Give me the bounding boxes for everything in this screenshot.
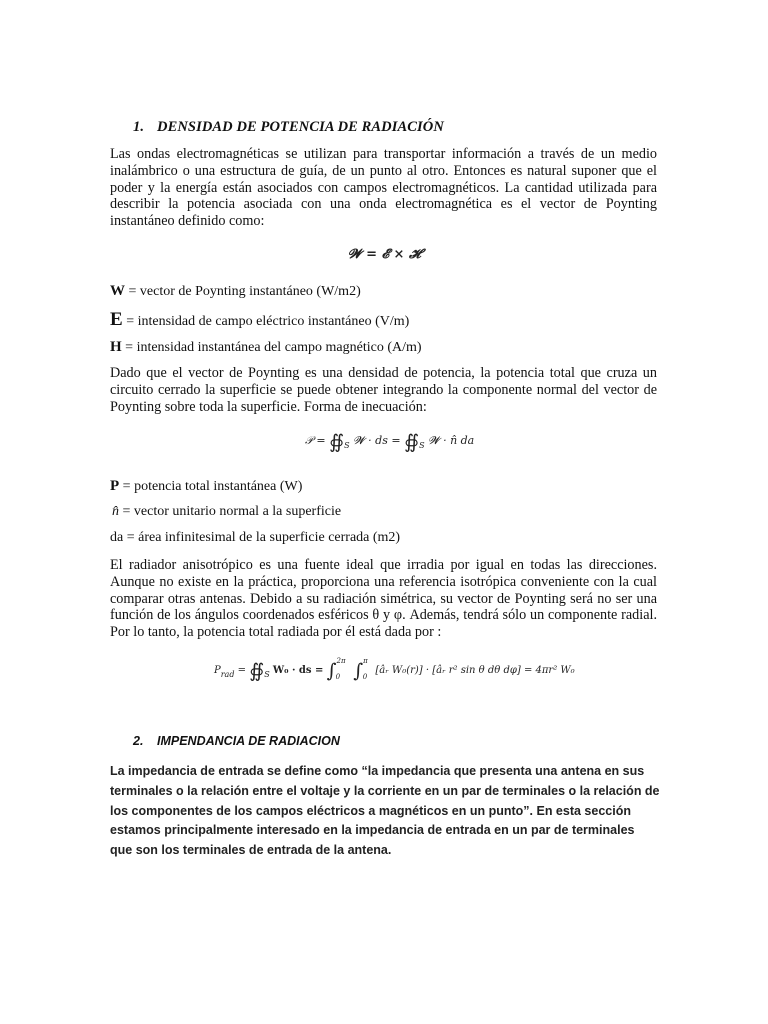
integral-icon: ∫ xyxy=(353,660,364,682)
definition-e-text: = intensidad de campo eléctrico instantáneo (V/m) xyxy=(122,314,410,329)
section2-paragraph: La impedancia de entrada se define como “la impedancia que presenta una antena en sus terminales o la relación entre el voltaje y la corriente en un par de terminales o la relación de los componentes de los campos eléctricos a magnéticos en un punto”. En esta sección estamos principalmente interesado en la impedancia de entrada en un par de terminales que son los terminales de entrada de la antena. xyxy=(110,764,660,858)
radiated-power-equation xyxy=(214,657,575,682)
power-integral-equation xyxy=(305,431,474,453)
eq3-upper-limit-1: 2π xyxy=(336,657,346,665)
definition-h-symbol: H xyxy=(110,339,122,355)
definition-w xyxy=(110,283,361,300)
definition-p-text: = potencia total instantánea (W) xyxy=(119,479,303,494)
definition-p xyxy=(110,478,302,495)
definition-n-symbol: n̂ xyxy=(112,504,119,519)
section2-heading xyxy=(133,734,340,748)
section2-title: IMPENDANCIA DE RADIACION xyxy=(157,734,340,748)
closed-surface-integral-icon: ∯ xyxy=(404,431,420,453)
definition-h xyxy=(110,339,422,356)
section1-paragraph-2: Dado que el vector de Poynting es una densidad de potencia, la potencia total que cruza un circuito cerrado la superficie se puede obtener integrando la componente normal del vector de Poynting sobre toda la superficie. Forma de inecuación: xyxy=(110,365,657,415)
definition-w-symbol: W xyxy=(110,283,125,299)
eq3-lower-limit-1: 0 xyxy=(335,673,341,681)
eq3-upper-limit-2: π xyxy=(363,657,368,665)
eq3-equals: = xyxy=(234,665,247,676)
closed-surface-integral-icon: ∯ xyxy=(249,660,265,682)
eq3-surface-label: S xyxy=(264,670,270,679)
definition-e xyxy=(110,309,409,331)
definition-w-text: = vector de Poynting instantáneo (W/m2) xyxy=(125,284,361,299)
definition-p-symbol: P xyxy=(110,478,120,494)
integral-icon: ∫ xyxy=(326,660,337,682)
section1-paragraph-3: El radiador anisotrópico es una fuente ideal que irradia por igual en todas las direcciones. Aunque no existe en la práctica, proporciona una referencia isotrópica conveniente con la cual comparar otras antenas. Debido a su radiación simétrica, su vector de Poynting será no ser una función de los ángulos coordenados esféricos θ y φ. Además, tendrá sólo un componente radial. Por lo tanto, la potencia total radiada por él está dada por : xyxy=(110,557,657,641)
section1-heading xyxy=(133,119,444,136)
section2-number: 2. xyxy=(133,734,144,748)
definition-da-symbol: da xyxy=(110,530,124,545)
eq3-lower-limit-2: 0 xyxy=(362,673,368,681)
eq2-surface-label-2: S xyxy=(419,441,425,450)
eq2-lhs: 𝒫 = xyxy=(305,434,326,447)
section1-number: 1. xyxy=(133,119,145,135)
eq2-term1: 𝓦 · ds = xyxy=(353,434,401,447)
eq3-lhs-subscript: rad xyxy=(220,670,235,679)
closed-surface-integral-icon: ∯ xyxy=(329,431,345,453)
eq3-term2: [âᵣ W₀(r)] · [âᵣ r² sin θ dθ dφ] = 4πr² W₀ xyxy=(375,665,575,676)
section1-title: DENSIDAD DE POTENCIA DE RADIACIÓN xyxy=(157,119,444,135)
definition-da xyxy=(110,530,400,546)
definition-h-text: = intensidad instantánea del campo magnético (A/m) xyxy=(121,340,422,355)
definition-e-symbol: E xyxy=(110,309,123,330)
definition-da-text: = área infinitesimal de la superficie cerrada (m2) xyxy=(123,530,401,545)
eq3-lhs: P xyxy=(214,665,221,676)
eq2-surface-label-1: S xyxy=(344,441,350,450)
eq3-term1: W₀ · ds = xyxy=(272,665,324,676)
definition-n xyxy=(112,504,341,520)
section1-intro-paragraph: Las ondas electromagnéticas se utilizan para transportar información a través de un medio inalámbrico o una estructura de guía, de un punto al otro. Entonces es natural suponer que el poder y la energía están asociados con campos electromagnéticos. La cantidad utilizada para describir la potencia asociada con una onda electromagnética es el vector de Poynting instantáneo definido como: xyxy=(110,146,657,230)
definition-n-text: = vector unitario normal a la superficie xyxy=(119,504,342,519)
poynting-equation: 𝓦 = 𝓔 × 𝓗 xyxy=(348,247,421,262)
eq2-term2: 𝓦 · n̂ da xyxy=(428,434,475,447)
